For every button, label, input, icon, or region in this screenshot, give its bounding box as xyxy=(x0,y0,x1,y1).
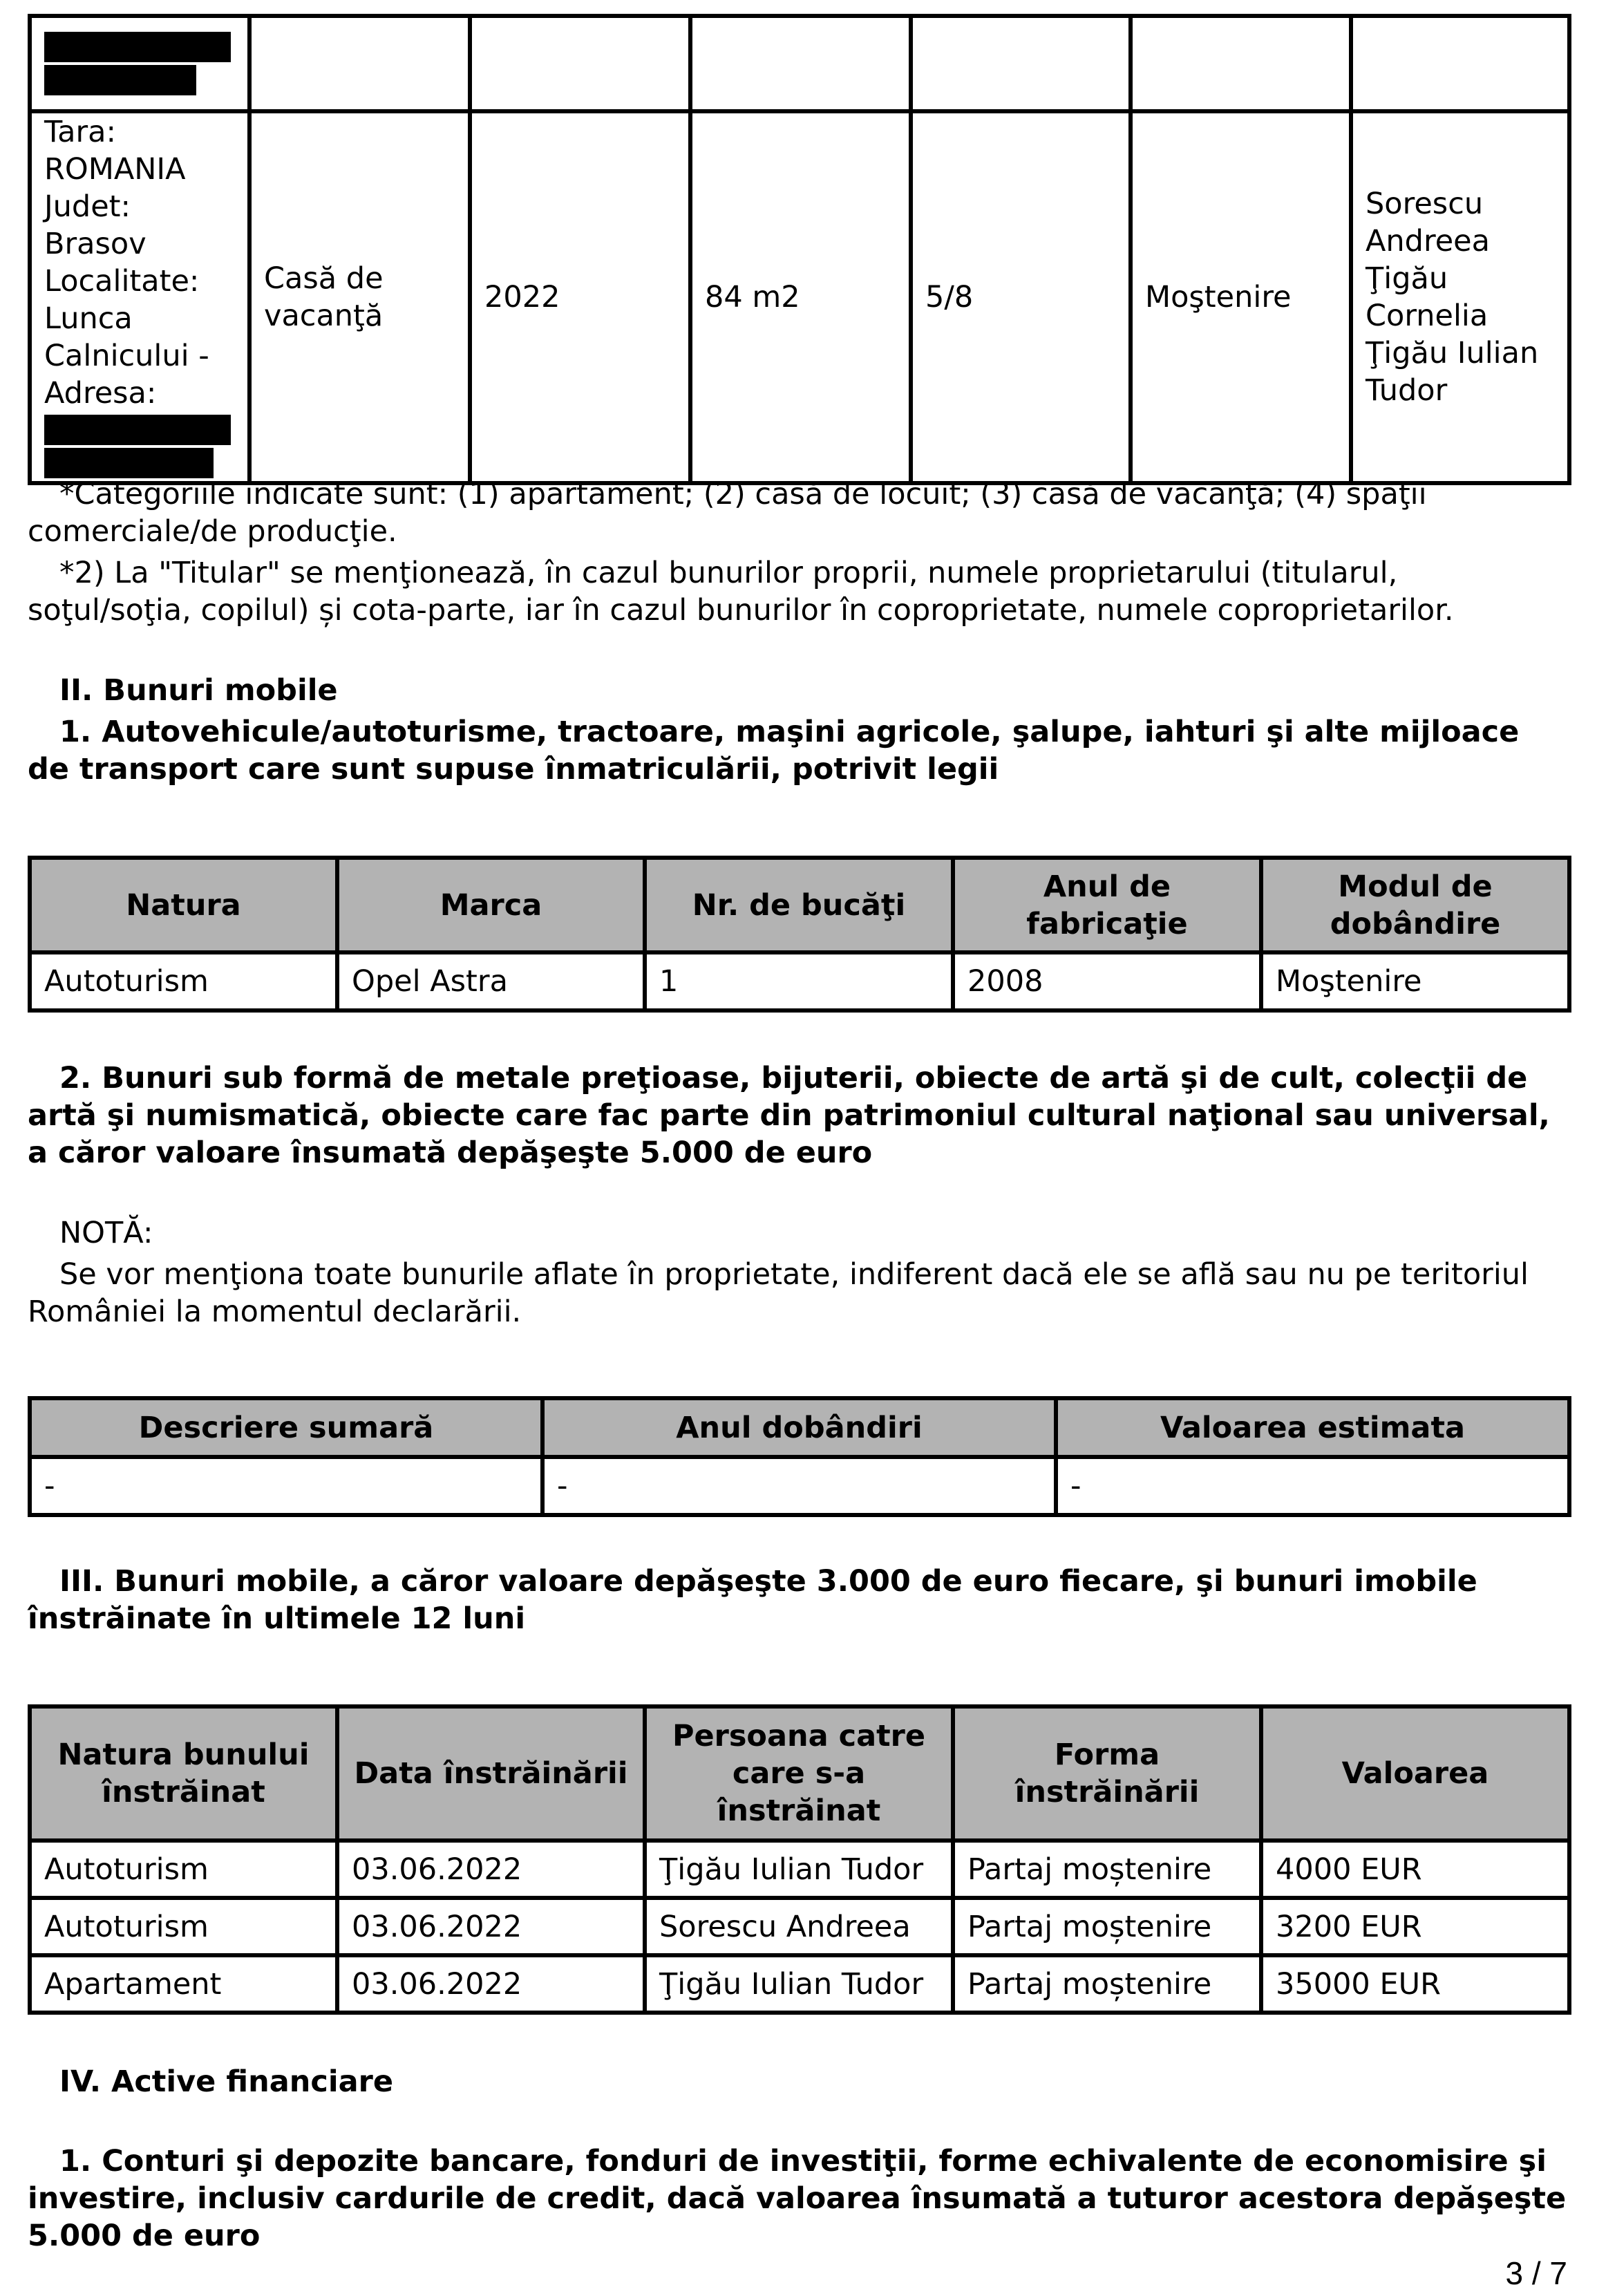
column-header: Nr. de bucăţi xyxy=(645,858,953,952)
table-header-row xyxy=(30,1398,1569,1457)
address-line: ROMANIA xyxy=(44,152,186,187)
section-title: II. Bunuri mobile xyxy=(59,673,338,708)
note-label: NOTĂ: xyxy=(59,1216,153,1250)
footnote-titular: *2) La "Titular" se menţionează, în cazul bunurilor proprii, numele proprietarului (titularul, soţul/soţia, copilul) și cota-parte, iar în cazul bunurilor în coproprietate, numele coproprietarilor. xyxy=(28,556,1454,628)
column-header: Modul de dobândire xyxy=(1261,858,1569,952)
table-row xyxy=(30,1457,1569,1515)
category-cell xyxy=(249,16,470,111)
table-cell: 4000 EUR xyxy=(1261,1841,1569,1898)
column-header: Anul dobândiri xyxy=(542,1398,1056,1457)
column-header: Natura bunului înstrăinat xyxy=(30,1706,337,1841)
table-cell: 1 xyxy=(645,952,953,1010)
table-cell: Autoturism xyxy=(30,1841,337,1898)
table-cell: 03.06.2022 xyxy=(337,1898,645,1955)
address-line: Judet: Brasov xyxy=(44,189,147,261)
table-cell: Autoturism xyxy=(30,1898,337,1955)
address-line: Localitate: xyxy=(44,264,200,299)
area-cell: 84 m2 xyxy=(690,111,911,483)
redacted-block xyxy=(44,448,214,478)
table-cell: Ţigău Iulian Tudor xyxy=(645,1841,953,1898)
table-cell: Moştenire xyxy=(1261,952,1569,1010)
redacted-block xyxy=(44,415,231,445)
table-row xyxy=(30,1841,1569,1898)
table-cell: Sorescu Andreea xyxy=(645,1898,953,1955)
column-header: Data înstrăinării xyxy=(337,1706,645,1841)
year-cell: 2022 xyxy=(470,111,690,483)
mode-cell xyxy=(1131,16,1351,111)
mode-cell: Moştenire xyxy=(1131,111,1351,483)
section-title: IV. Active financiare xyxy=(59,2064,393,2099)
redacted-block xyxy=(44,32,231,62)
column-header: Forma înstrăinării xyxy=(953,1706,1261,1841)
page-number: 3 / 7 xyxy=(1505,2255,1567,2291)
table-row xyxy=(30,111,1569,483)
category-cell: Casă de vacanţă xyxy=(249,111,470,483)
holder-cell xyxy=(1351,16,1569,111)
table-cell: Opel Astra xyxy=(337,952,645,1010)
table-cell: Autoturism xyxy=(30,952,337,1010)
table-cell: 03.06.2022 xyxy=(337,1841,645,1898)
table-cell: 35000 EUR xyxy=(1261,1955,1569,2013)
share-cell: 5/8 xyxy=(911,111,1131,483)
section-title: III. Bunuri mobile, a căror valoare depăşeşte 3.000 de euro fiecare, şi bunuri imobile înstrăinate în ultimele 12 luni xyxy=(28,1564,1477,1636)
area-cell xyxy=(690,16,911,111)
table-row xyxy=(30,952,1569,1010)
column-header: Valoarea estimata xyxy=(1056,1398,1569,1457)
address-line: Adresa: xyxy=(44,376,157,411)
table-cell: 2008 xyxy=(953,952,1261,1010)
subsection-title: 2. Bunuri sub formă de metale preţioase, bijuterii, obiecte de artă şi de cult, colecţii de artă şi numismatică, obiecte care fac parte din patrimoniul cultural naţional sau universal, a căror valoare însumată depăşeşte 5.000 de euro xyxy=(28,1061,1550,1170)
address-line: Tara: xyxy=(44,115,117,149)
table-header-row xyxy=(30,1706,1569,1841)
table-cell: - xyxy=(30,1457,542,1515)
holder-cell: Sorescu Andreea Ţigău Cornelia Ţigău Iulian Tudor xyxy=(1351,111,1569,483)
year-cell xyxy=(470,16,690,111)
column-header: Descriere sumară xyxy=(30,1398,542,1457)
subsection-title: 1. Conturi şi depozite bancare, fonduri de investiţii, forme echivalente de economisire şi investire, inclusiv cardurile de credit, dacă valoarea însumată a tuturor acestora depăşeşte 5.000 de euro xyxy=(28,2144,1567,2253)
table-cell: - xyxy=(1056,1457,1569,1515)
column-header: Valoarea xyxy=(1261,1706,1569,1841)
table-cell: Apartament xyxy=(30,1955,337,2013)
table-cell: Partaj moștenire xyxy=(953,1898,1261,1955)
column-header: Natura xyxy=(30,858,337,952)
address-cell xyxy=(30,16,249,111)
note-text: Se vor menţiona toate bunurile aflate în proprietate, indiferent dacă ele se află sau nu pe teritoriul României la momentul declarării. xyxy=(28,1257,1529,1329)
table-cell: - xyxy=(542,1457,1056,1515)
table-cell: 03.06.2022 xyxy=(337,1955,645,2013)
valuables-table xyxy=(28,1396,1571,1517)
address-cell xyxy=(30,111,249,483)
address-line: Calnicului - xyxy=(44,339,209,373)
table-cell: 3200 EUR xyxy=(1261,1898,1569,1955)
address-line: Lunca xyxy=(44,301,133,336)
subsection-title: 1. Autovehicule/autoturisme, tractoare, maşini agricole, şalupe, iahturi şi alte mijloace de transport care sunt supuse înmatriculării, potrivit legii xyxy=(28,715,1520,787)
table-cell: Partaj moștenire xyxy=(953,1955,1261,2013)
footnote-categories: *Categoriile indicate sunt: (1) apartament; (2) casă de locuit; (3) casă de vacanţă; (4) spaţii comerciale/de producţie. xyxy=(28,477,1427,549)
table-row xyxy=(30,1955,1569,2013)
property-table xyxy=(28,14,1571,485)
table-row xyxy=(30,1898,1569,1955)
column-header: Anul de fabricaţie xyxy=(953,858,1261,952)
column-header: Persoana catre care s-a înstrăinat xyxy=(645,1706,953,1841)
table-cell: Partaj moștenire xyxy=(953,1841,1261,1898)
column-header: Marca xyxy=(337,858,645,952)
table-header-row xyxy=(30,858,1569,952)
alienated-table xyxy=(28,1704,1571,2015)
redacted-block xyxy=(44,65,196,95)
share-cell xyxy=(911,16,1131,111)
table-cell: Ţigău Iulian Tudor xyxy=(645,1955,953,2013)
vehicles-table xyxy=(28,856,1571,1013)
table-row xyxy=(30,16,1569,111)
